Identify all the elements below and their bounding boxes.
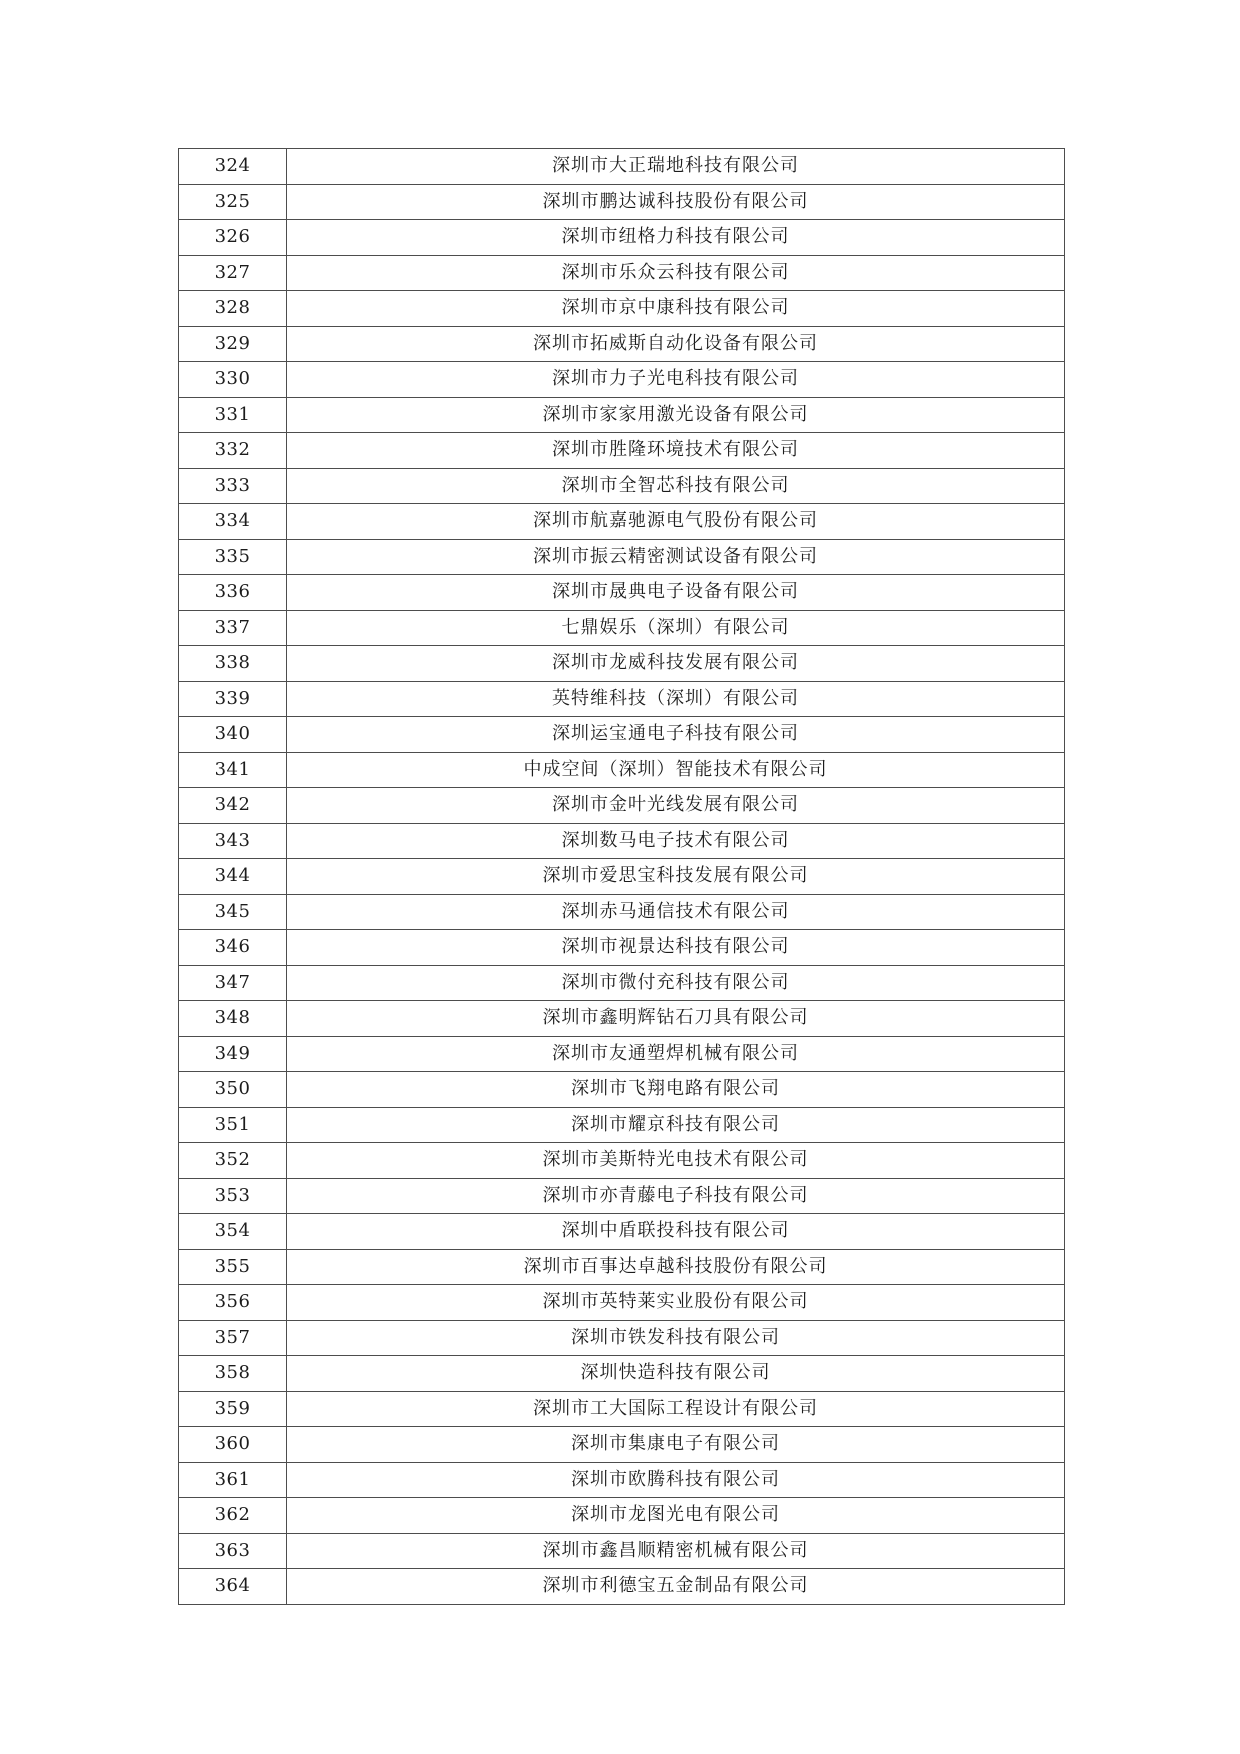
table-row	[179, 1107, 1065, 1143]
table-row	[179, 1143, 1065, 1179]
row-number-cell: 360	[179, 1427, 287, 1463]
table-row	[179, 504, 1065, 540]
company-name-cell: 深圳数马电子技术有限公司	[287, 823, 1065, 859]
table-row	[179, 1533, 1065, 1569]
company-name-cell: 深圳市工大国际工程设计有限公司	[287, 1391, 1065, 1427]
table-row	[179, 1356, 1065, 1392]
row-number-cell: 325	[179, 184, 287, 220]
row-number-cell: 356	[179, 1285, 287, 1321]
row-number-cell: 346	[179, 930, 287, 966]
row-number-cell: 329	[179, 326, 287, 362]
table-row	[179, 1072, 1065, 1108]
row-number-cell: 328	[179, 291, 287, 327]
table-row	[179, 149, 1065, 185]
row-number-cell: 347	[179, 965, 287, 1001]
company-table-body	[179, 149, 1065, 1605]
table-row	[179, 433, 1065, 469]
company-name-cell: 深圳市航嘉驰源电气股份有限公司	[287, 504, 1065, 540]
table-row	[179, 575, 1065, 611]
row-number-cell: 361	[179, 1462, 287, 1498]
table-row	[179, 1569, 1065, 1605]
company-name-cell: 深圳市大正瑞地科技有限公司	[287, 149, 1065, 185]
table-row	[179, 1001, 1065, 1037]
company-name-cell: 深圳中盾联投科技有限公司	[287, 1214, 1065, 1250]
company-name-cell: 深圳市友通塑焊机械有限公司	[287, 1036, 1065, 1072]
company-name-cell: 深圳市亦青藤电子科技有限公司	[287, 1178, 1065, 1214]
company-name-cell: 深圳市鹏达诚科技股份有限公司	[287, 184, 1065, 220]
company-list-table	[178, 148, 1065, 1605]
company-name-cell: 深圳市百事达卓越科技股份有限公司	[287, 1249, 1065, 1285]
table-row	[179, 468, 1065, 504]
row-number-cell: 343	[179, 823, 287, 859]
company-name-cell: 深圳市全智芯科技有限公司	[287, 468, 1065, 504]
row-number-cell: 324	[179, 149, 287, 185]
company-name-cell: 深圳市京中康科技有限公司	[287, 291, 1065, 327]
company-name-cell: 深圳市金叶光线发展有限公司	[287, 788, 1065, 824]
table-row	[179, 220, 1065, 256]
row-number-cell: 337	[179, 610, 287, 646]
table-row	[179, 752, 1065, 788]
table-row	[179, 965, 1065, 1001]
company-name-cell: 深圳市龙威科技发展有限公司	[287, 646, 1065, 682]
row-number-cell: 327	[179, 255, 287, 291]
company-name-cell: 深圳市乐众云科技有限公司	[287, 255, 1065, 291]
company-name-cell: 英特维科技（深圳）有限公司	[287, 681, 1065, 717]
row-number-cell: 345	[179, 894, 287, 930]
row-number-cell: 335	[179, 539, 287, 575]
table-row	[179, 823, 1065, 859]
company-name-cell: 深圳市耀京科技有限公司	[287, 1107, 1065, 1143]
company-name-cell: 深圳市鑫明辉钻石刀具有限公司	[287, 1001, 1065, 1037]
row-number-cell: 326	[179, 220, 287, 256]
table-row	[179, 859, 1065, 895]
row-number-cell: 340	[179, 717, 287, 753]
company-name-cell: 深圳市振云精密测试设备有限公司	[287, 539, 1065, 575]
company-name-cell: 深圳市微付充科技有限公司	[287, 965, 1065, 1001]
company-name-cell: 深圳市力子光电科技有限公司	[287, 362, 1065, 398]
table-row	[179, 1462, 1065, 1498]
table-row	[179, 1498, 1065, 1534]
row-number-cell: 354	[179, 1214, 287, 1250]
row-number-cell: 332	[179, 433, 287, 469]
table-row	[179, 681, 1065, 717]
row-number-cell: 353	[179, 1178, 287, 1214]
company-name-cell: 深圳快造科技有限公司	[287, 1356, 1065, 1392]
row-number-cell: 362	[179, 1498, 287, 1534]
table-row	[179, 646, 1065, 682]
row-number-cell: 355	[179, 1249, 287, 1285]
row-number-cell: 364	[179, 1569, 287, 1605]
table-row	[179, 788, 1065, 824]
table-row	[179, 291, 1065, 327]
company-name-cell: 深圳运宝通电子科技有限公司	[287, 717, 1065, 753]
company-name-cell: 中成空间（深圳）智能技术有限公司	[287, 752, 1065, 788]
table-row	[179, 1320, 1065, 1356]
company-name-cell: 深圳市集康电子有限公司	[287, 1427, 1065, 1463]
table-row	[179, 184, 1065, 220]
row-number-cell: 348	[179, 1001, 287, 1037]
table-row	[179, 1427, 1065, 1463]
table-row	[179, 894, 1065, 930]
company-name-cell: 深圳市爱思宝科技发展有限公司	[287, 859, 1065, 895]
company-name-cell: 深圳市家家用激光设备有限公司	[287, 397, 1065, 433]
table-row	[179, 397, 1065, 433]
company-name-cell: 深圳市拓威斯自动化设备有限公司	[287, 326, 1065, 362]
company-name-cell: 深圳市胜隆环境技术有限公司	[287, 433, 1065, 469]
company-name-cell: 深圳市鑫昌顺精密机械有限公司	[287, 1533, 1065, 1569]
company-name-cell: 深圳市欧腾科技有限公司	[287, 1462, 1065, 1498]
company-name-cell: 深圳市英特莱实业股份有限公司	[287, 1285, 1065, 1321]
row-number-cell: 358	[179, 1356, 287, 1392]
table-row	[179, 1285, 1065, 1321]
table-row	[179, 1036, 1065, 1072]
row-number-cell: 352	[179, 1143, 287, 1179]
company-name-cell: 深圳市视景达科技有限公司	[287, 930, 1065, 966]
row-number-cell: 339	[179, 681, 287, 717]
row-number-cell: 350	[179, 1072, 287, 1108]
row-number-cell: 334	[179, 504, 287, 540]
table-row	[179, 255, 1065, 291]
table-row	[179, 1214, 1065, 1250]
table-row	[179, 326, 1065, 362]
row-number-cell: 330	[179, 362, 287, 398]
table-row	[179, 1249, 1065, 1285]
table-row	[179, 1178, 1065, 1214]
row-number-cell: 349	[179, 1036, 287, 1072]
company-name-cell: 深圳市铁发科技有限公司	[287, 1320, 1065, 1356]
table-row	[179, 717, 1065, 753]
table-row	[179, 610, 1065, 646]
table-row	[179, 539, 1065, 575]
row-number-cell: 331	[179, 397, 287, 433]
table-row	[179, 1391, 1065, 1427]
company-name-cell: 七鼎娱乐（深圳）有限公司	[287, 610, 1065, 646]
row-number-cell: 344	[179, 859, 287, 895]
company-name-cell: 深圳市晟典电子设备有限公司	[287, 575, 1065, 611]
row-number-cell: 341	[179, 752, 287, 788]
row-number-cell: 333	[179, 468, 287, 504]
company-name-cell: 深圳市飞翔电路有限公司	[287, 1072, 1065, 1108]
company-name-cell: 深圳市利德宝五金制品有限公司	[287, 1569, 1065, 1605]
row-number-cell: 338	[179, 646, 287, 682]
company-name-cell: 深圳赤马通信技术有限公司	[287, 894, 1065, 930]
row-number-cell: 342	[179, 788, 287, 824]
row-number-cell: 359	[179, 1391, 287, 1427]
row-number-cell: 351	[179, 1107, 287, 1143]
row-number-cell: 336	[179, 575, 287, 611]
row-number-cell: 363	[179, 1533, 287, 1569]
table-row	[179, 362, 1065, 398]
company-name-cell: 深圳市龙图光电有限公司	[287, 1498, 1065, 1534]
table-row	[179, 930, 1065, 966]
row-number-cell: 357	[179, 1320, 287, 1356]
company-name-cell: 深圳市美斯特光电技术有限公司	[287, 1143, 1065, 1179]
company-name-cell: 深圳市纽格力科技有限公司	[287, 220, 1065, 256]
